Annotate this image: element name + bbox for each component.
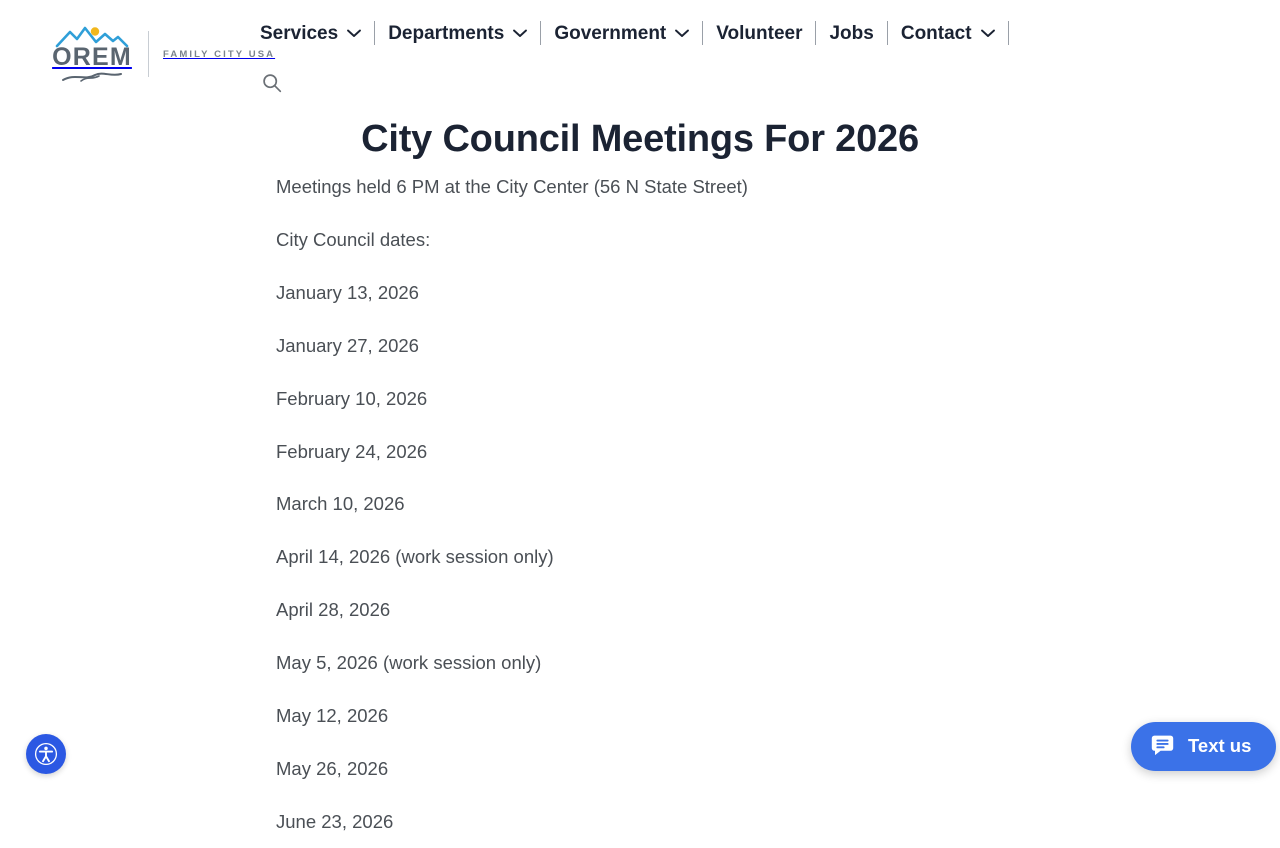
nav-item-volunteer[interactable]	[703, 24, 815, 43]
nav-item-contact[interactable]	[888, 24, 1008, 43]
accessibility-button[interactable]	[26, 734, 66, 774]
meeting-date: February 10, 2026	[276, 373, 1280, 426]
meeting-date: April 28, 2026	[276, 584, 1280, 637]
search-icon	[262, 73, 282, 93]
site-header	[0, 0, 1280, 110]
nav-item-services[interactable]	[248, 24, 374, 43]
logo-divider	[148, 31, 149, 77]
logo-wordmark: OREM	[52, 45, 132, 70]
nav-item-label: Departments	[388, 24, 504, 43]
swoosh-icon	[61, 71, 123, 83]
nav-divider	[1008, 21, 1009, 45]
page-main	[0, 110, 1280, 848]
meeting-date: May 26, 2026	[276, 743, 1280, 796]
chevron-down-icon	[347, 29, 361, 38]
meeting-date: February 24, 2026	[276, 425, 1280, 478]
logo-tagline: FAMILY CITY USA	[163, 49, 275, 60]
chevron-down-icon	[513, 29, 527, 38]
nav-item-label: Government	[554, 24, 666, 43]
orem-logo-mark	[48, 25, 136, 83]
text-us-label: Text us	[1188, 737, 1251, 756]
chat-bubble-icon	[1150, 733, 1175, 758]
meeting-date: May 12, 2026	[276, 690, 1280, 743]
nav-item-label: Contact	[901, 24, 972, 43]
search-row	[262, 68, 294, 98]
nav-item-label: Volunteer	[716, 24, 802, 43]
meeting-date: March 10, 2026	[276, 478, 1280, 531]
chevron-down-icon	[675, 29, 689, 38]
meeting-date: January 27, 2026	[276, 320, 1280, 373]
nav-item-government[interactable]	[541, 24, 702, 43]
nav-item-departments[interactable]	[375, 24, 540, 43]
meeting-date: June 23, 2026	[276, 796, 1280, 848]
nav-item-jobs[interactable]	[816, 24, 886, 43]
list-heading: City Council dates:	[276, 214, 1280, 267]
text-us-button[interactable]	[1131, 722, 1276, 771]
chevron-down-icon	[981, 29, 995, 38]
meeting-date: January 13, 2026	[276, 267, 1280, 320]
intro-paragraph: Meetings held 6 PM at the City Center (56 N State Street)	[276, 161, 1280, 214]
accessibility-icon	[33, 741, 59, 767]
meeting-date: May 5, 2026 (work session only)	[276, 637, 1280, 690]
page-title: City Council Meetings For 2026	[0, 110, 1280, 161]
main-navigation	[248, 18, 1009, 48]
content-body	[0, 161, 1280, 848]
nav-item-label: Services	[260, 24, 338, 43]
nav-item-label: Jobs	[829, 24, 873, 43]
search-button[interactable]	[262, 73, 282, 93]
chat-bubble-icon-wrap	[1150, 733, 1175, 761]
meeting-date: April 14, 2026 (work session only)	[276, 531, 1280, 584]
site-logo[interactable]	[48, 24, 275, 84]
